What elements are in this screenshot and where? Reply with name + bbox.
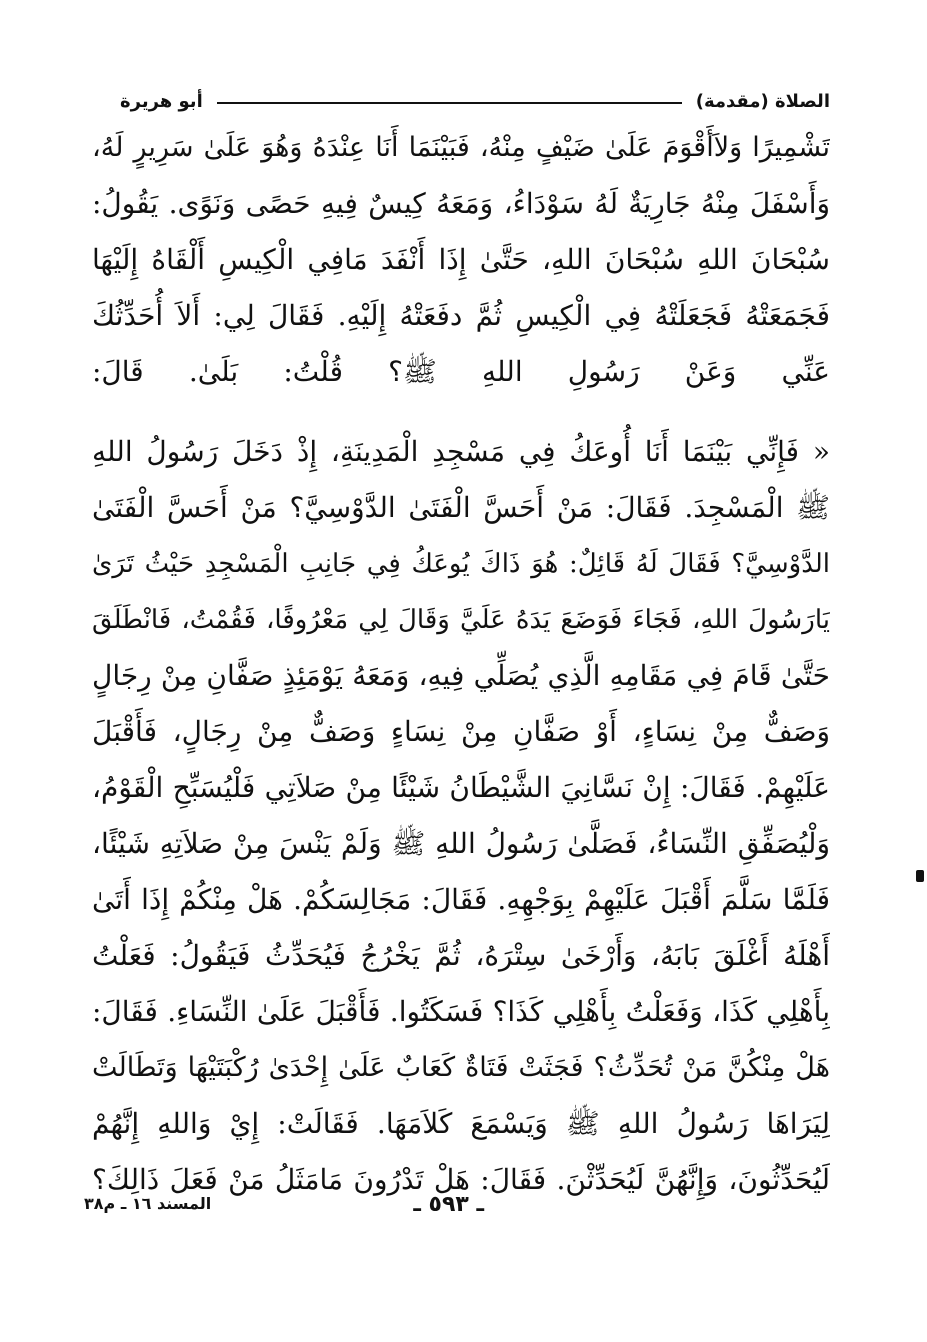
page-footer (84, 1192, 814, 1232)
body-text (92, 120, 830, 1208)
text-line: لِيَرَاهَا رَسُولُ اللهِ ﷺ وَيَسْمَعَ كَلاَمَهَا. فَقَالَتْ: إِيْ وَاللهِ إِنَّهُمْ (92, 1107, 830, 1140)
paragraph-gap (92, 400, 830, 424)
text-line: فَلَمَّا سَلَّمَ أَقْبَلَ عَلَيْهِمْ بِوَجْهِهِ. فَقَالَ: مَجَالِسَكُمْ. هَلْ مِنْكُمْ إِذَا أَتَىٰ (92, 883, 830, 916)
page-number: ـ ٥٩٣ ـ (413, 1192, 484, 1217)
volume-signature: المسند ١٦ ـ م٣٨ (84, 1194, 212, 1213)
text-line: « فَإِنِّي بَيْنَمَا أَنَا أُوعَكُ فِي مَسْجِدِ الْمَدِينَةِ، إِذْ دَخَلَ رَسُولُ اللهِ (92, 435, 830, 468)
text-line: تَشْمِيرًا وَلاَأَقْوَمَ عَلَىٰ ضَيْفٍ مِنْهُ، فَبَيْنَمَا أَنَا عِنْدَهُ وَهُوَ عَلَىٰ سَرِيرٍ لَهُ، (92, 132, 830, 163)
text-line: وَصَفٌّ مِنْ نِسَاءٍ، أَوْ صَفَّانِ مِنْ نِسَاءٍ وَصَفٌّ مِنْ رِجَالٍ، فَأَقْبَلَ (92, 715, 830, 748)
narrator-name: أبو هريرة (120, 90, 203, 112)
margin-mark (916, 870, 924, 882)
text-line: لَيُحَدِّثُونَ، وَإِنَّهُنَّ لَيُحَدِّثْنَ. فَقَالَ: هَلْ تَدْرُونَ مَامَثَلُ مَنْ فَعَلَ ذَالِكَ؟ (92, 1163, 830, 1196)
text-line: فَجَمَعَتْهُ فَجَعَلَتْهُ فِي الْكِيسِ ثُمَّ دفَعَتْهُ إِلَيْهِ. فَقَالَ لِي: أَلاَ أُحَدِّثُكَ (92, 299, 830, 332)
text-line: ﷺ الْمَسْجِدَ. فَقَالَ: مَنْ أَحَسَّ الْفَتَىٰ الدَّوْسِيَّ؟ مَنْ أَحَسَّ الْفَتَىٰ (92, 491, 830, 524)
text-line: أَهْلَهُ أَغْلَقَ بَابَهُ، وَأَرْخَىٰ سِتْرَهُ، ثُمَّ يَخْرُجُ فَيُحَدِّثُ فَيَقُولُ: فَعَلْتُ (92, 939, 830, 972)
text-line: سُبْحَانَ اللهِ سُبْحَانَ اللهِ، حَتَّىٰ إِذَا أَنْفَدَ مَافِي الْكِيسِ أَلْقَاهُ إِلَيْهَا (92, 243, 830, 276)
text-line: عَنِّي وَعَنْ رَسُولِ اللهِ ﷺ؟ قُلْتُ: بَلَىٰ. قَالَ: (92, 355, 830, 388)
text-line: بِأَهْلِي كَذَا، وَفَعَلْتُ بِأَهْلِي كَذَا؟ فَسَكَتُوا. فَأَقْبَلَ عَلَىٰ النِّسَاءِ. فَقَالَ: (92, 995, 830, 1028)
header-rule (217, 102, 682, 104)
text-line: يَارَسُولَ اللهِ، فَجَاءَ فَوَضَعَ يَدَهُ عَلَيَّ وَقَالَ لِي مَعْرُوفًا، فَقُمْتُ، فَانْطَلَقَ (92, 605, 830, 635)
text-line: وَأَسْفَلَ مِنْهُ جَارِيَةٌ لَهُ سَوْدَاءُ، وَمَعَهُ كِيسٌ فِيهِ حَصًى وَنَوًى. يَقُولُ: (92, 187, 830, 220)
text-line: حَتَّىٰ قَامَ فِي مَقَامِهِ الَّذِي يُصَلِّي فِيهِ، وَمَعَهُ يَوْمَئِذٍ صَفَّانِ مِنْ رِجَالٍ (92, 659, 830, 692)
text-line: هَلْ مِنْكُنَّ مَنْ تُحَدِّثُ؟ فَجَثَتْ فَتَاةٌ كَعَابٌ عَلَىٰ إِحْدَىٰ رُكْبَتَيْهَا وَتَطَالَتْ (92, 1052, 830, 1083)
text-line: الدَّوْسِيَّ؟ فَقَالَ لَهُ قَائِلٌ: هُوَ ذَاكَ يُوعَكُ فِي جَانِبِ الْمَسْجِدِ حَيْثُ تَرَىٰ (92, 549, 830, 579)
running-header (120, 86, 830, 116)
text-line: عَلَيْهِمْ. فَقَالَ: إِنْ نَسَّانِيَ الشَّيْطَانُ شَيْئًا مِنْ صَلاَتِي فَلْيُسَبِّحِ الْقَوْمُ، (92, 771, 830, 804)
chapter-title: الصلاة (مقدمة) (695, 90, 830, 112)
text-line: وَلْيُصَفِّقِ النِّسَاءُ، فَصَلَّىٰ رَسُولُ اللهِ ﷺ وَلَمْ يَنْسَ مِنْ صَلاَتِهِ شَيْئًا، (92, 827, 830, 860)
